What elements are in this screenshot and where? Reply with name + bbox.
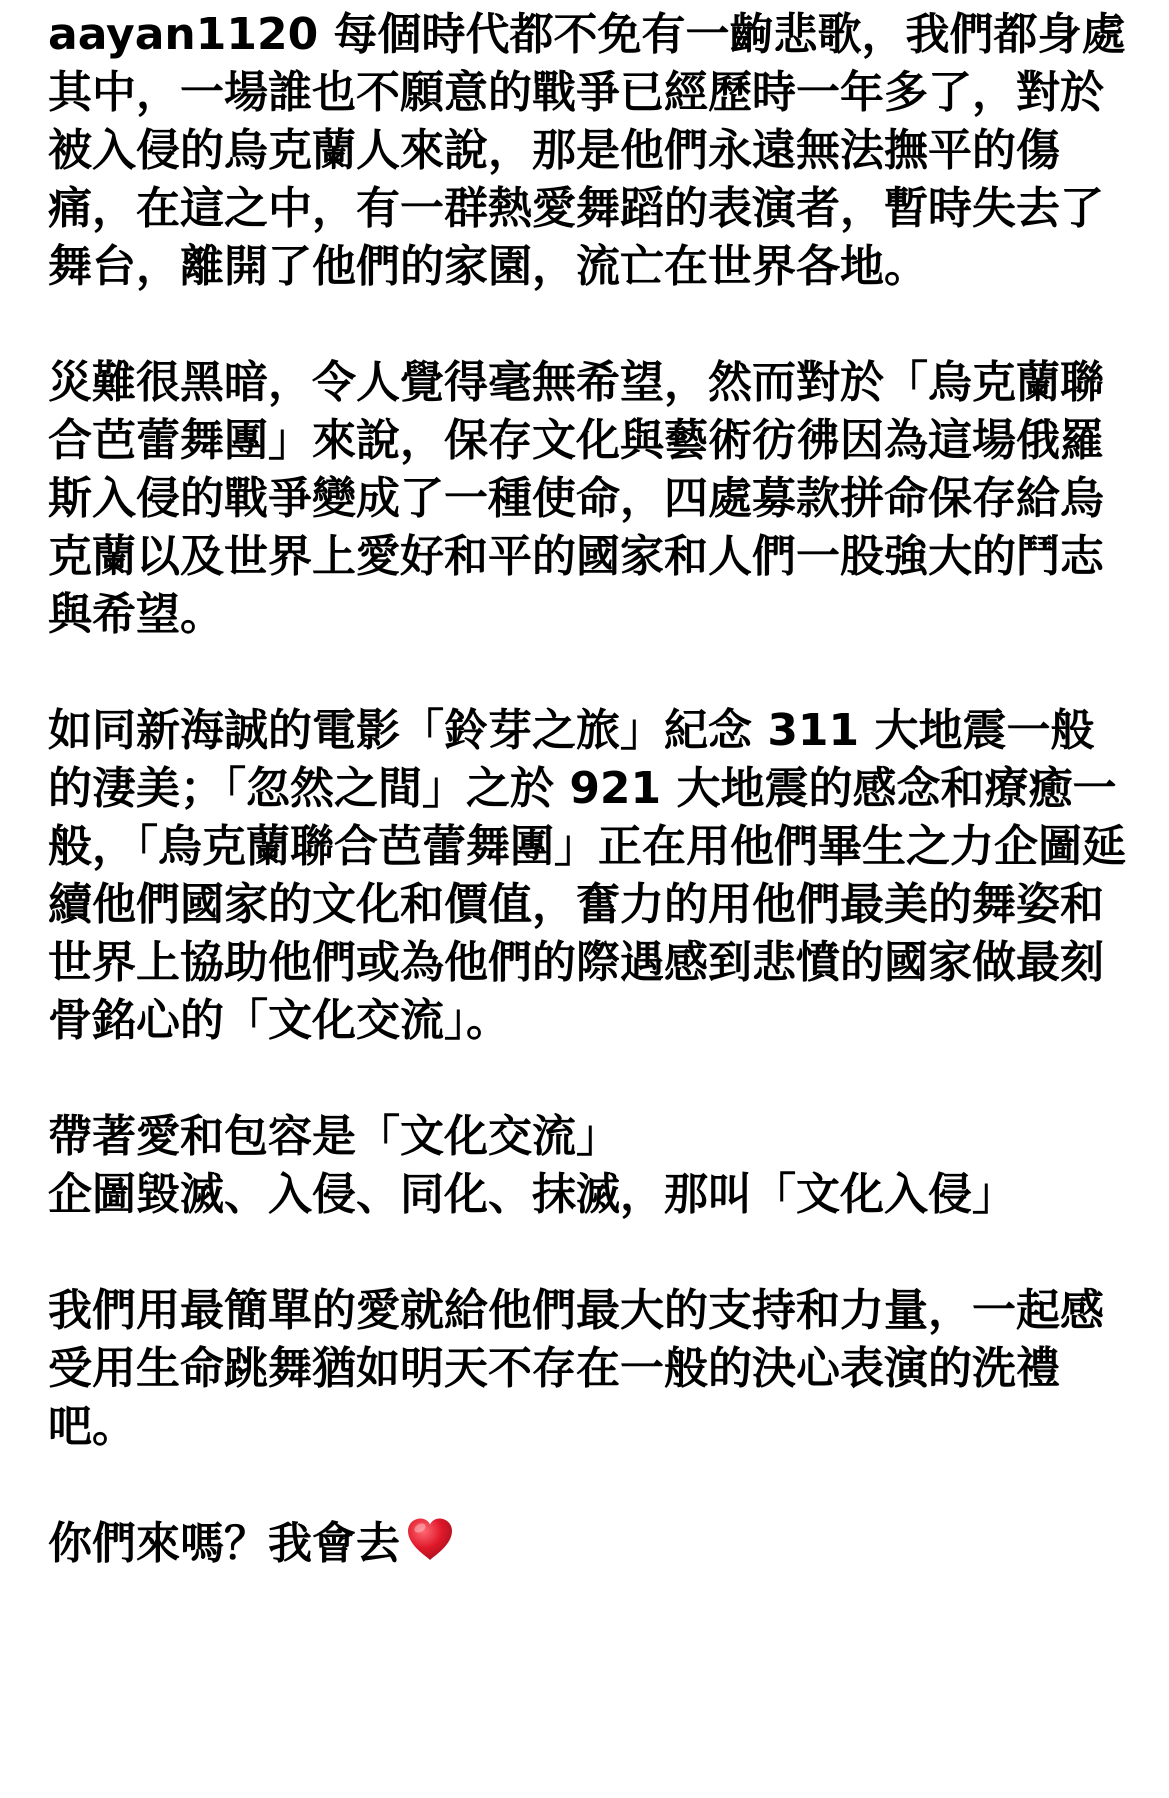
caption-text-1: 每個時代都不免有一齣悲歌，我們都身處其中，一場誰也不願意的戰爭已經歷時一年多了，對於被入侵的烏克蘭人來說，那是他們永遠無法撫平的傷痛，在這之中，有一群熱愛舞蹈的表演者，暫時失去了舞台，離開了他們的家園，流亡在世界各地。 (48, 9, 1126, 292)
caption-paragraph-4: 帶著愛和包容是「文化交流」 企圖毀滅、入侵、同化、抹滅，那叫「文化入侵」 (48, 1111, 1016, 1220)
caption-paragraph-5: 我們用最簡單的愛就給他們最大的支持和力量，一起感受用生命跳舞猶如明天不存在一般的決心表演的洗禮吧。 (48, 1285, 1104, 1452)
caption-paragraph-3: 如同新海誠的電影「鈴芽之旅」紀念 311 大地震一般的淒美；「忽然之間」之於 921 大地震的感念和療癒一般，「烏克蘭聯合芭蕾舞團」正在用他們畢生之力企圖延續他們國家的文化和價值，奮力的用他們最美的舞姿和世界上協助他們或為他們的際遇感到悲憤的國家做最刻骨銘心的「文化交流」。 (48, 705, 1126, 1046)
username-link[interactable]: aayan1120 (48, 9, 319, 60)
caption-text-6: 你們來嗎？我會去 (48, 1518, 400, 1569)
caption-paragraph-2: 災難很黑暗，令人覺得毫無希望，然而對於「烏克蘭聯合芭蕾舞團」來說，保存文化與藝術彷彿因為這場俄羅斯入侵的戰爭變成了一種使命，四處募款拼命保存給烏克蘭以及世界上愛好和平的國家和人們一股強大的鬥志與希望。 (48, 357, 1104, 640)
post-caption (48, 6, 1128, 1573)
heart-icon (404, 1514, 456, 1566)
caption-paragraph-6 (48, 1514, 1128, 1573)
caption-paragraph-1 (48, 6, 1128, 296)
